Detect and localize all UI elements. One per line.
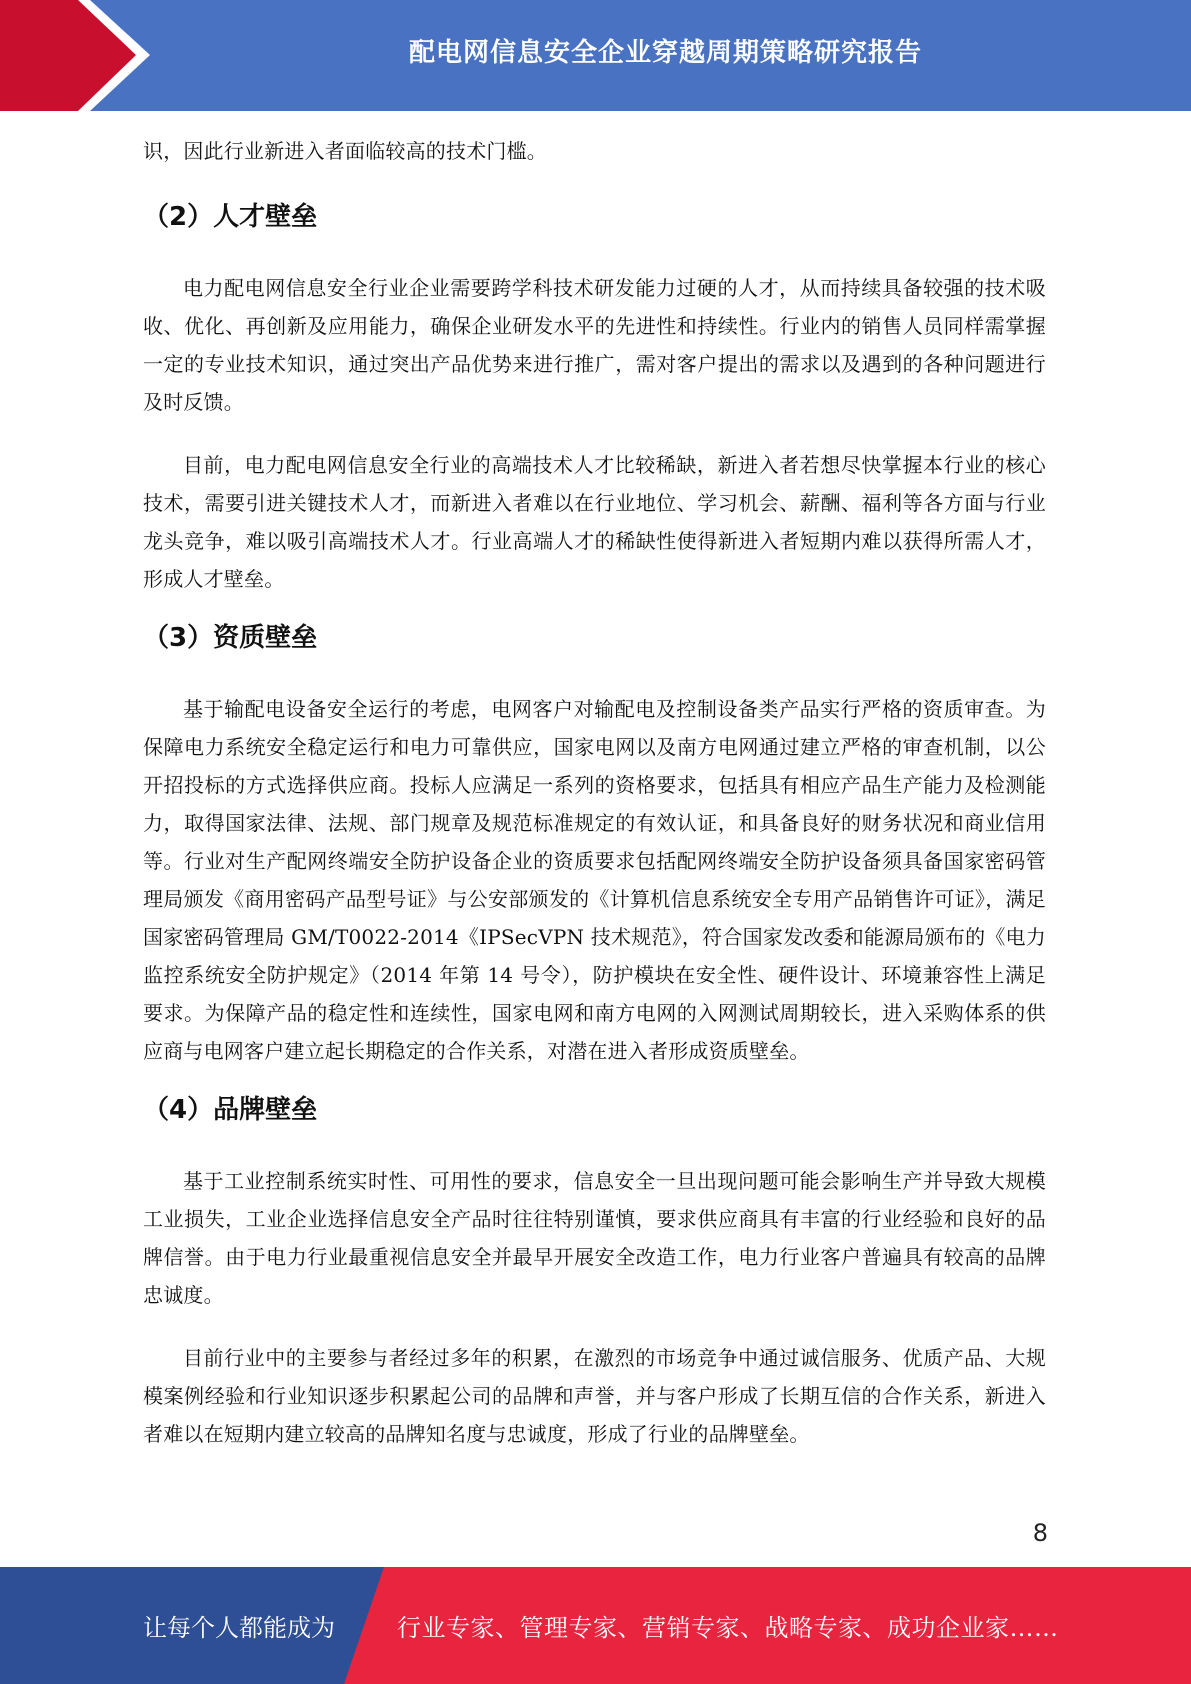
paragraph-talent-2: 目前，电力配电网信息安全行业的高端技术人才比较稀缺，新进入者若想尽快掌握本行业的核心技术，需要引进关键技术人才，而新进入者难以在行业地位、学习机会、薪酬、福利等各方面与行业龙头竞争，难以吸引高端技术人才。行业高端人才的稀缺性使得新进入者短期内难以获得所需人才，形成人才壁垒。	[143, 453, 1046, 591]
section-heading-brand-barrier: （4）品牌壁垒	[143, 1095, 318, 1125]
paragraph-intro-continuation: 识，因此行业新进入者面临较高的技术门槛。	[143, 139, 547, 163]
section-heading-qualification-barrier: （3）资质壁垒	[143, 623, 318, 653]
paragraph-brand-1: 基于工业控制系统实时性、可用性的要求，信息安全一旦出现问题可能会影响生产并导致大规模工业损失，工业企业选择信息安全产品时往往特别谨慎，要求供应商具有丰富的行业经验和良好的品牌信誉。由于电力行业最重视信息安全并最早开展安全改造工作，电力行业客户普遍具有较高的品牌忠诚度。	[143, 1169, 1046, 1307]
page-footer	[0, 1567, 1191, 1684]
section-heading-talent-barrier: （2）人才壁垒	[143, 202, 318, 232]
footer-slogan-left: 让每个人都能成为	[143, 1614, 335, 1642]
paragraph-brand-2: 目前行业中的主要参与者经过多年的积累，在激烈的市场竞争中通过诚信服务、优质产品、大规模案例经验和行业知识逐步积累起公司的品牌和声誉，并与客户形成了长期互信的合作关系，新进入者难以在短期内建立较高的品牌知名度与忠诚度，形成了行业的品牌壁垒。	[143, 1346, 1046, 1446]
page-number: 8	[1032, 1519, 1048, 1547]
main-content	[143, 132, 1046, 1453]
report-title: 配电网信息安全企业穿越周期策略研究报告	[408, 38, 922, 68]
paragraph-qualification: 基于输配电设备安全运行的考虑，电网客户对输配电及控制设备类产品实行严格的资质审查。为保障电力系统安全稳定运行和电力可靠供应，国家电网以及南方电网通过建立严格的审查机制，以公开招投标的方式选择供应商。投标人应满足一系列的资格要求，包括具有相应产品生产能力及检测能力，取得国家法律、法规、部门规章及规范标准规定的有效认证，和具备良好的财务状况和商业信用等。行业对生产配网终端安全防护设备企业的资质要求包括配网终端安全防护设备须具备国家密码管理局颁发《商用密码产品型号证》与公安部颁发的《计算机信息系统安全专用产品销售许可证》，满足国家密码管理局 GM/T0022-2014《IPSecVPN 技术规范》，符合国家发改委和能源局颁布的《电力监控系统安全防护规定》（2014 年第 14 号令），防护模块在安全性、硬件设计、环境兼容性上满足要求。为保障产品的稳定性和连续性，国家电网和南方电网的入网测试周期较长，进入采购体系的供应商与电网客户建立起长期稳定的合作关系，对潜在进入者形成资质壁垒。	[143, 697, 1046, 1063]
header-red-arrow-decoration	[0, 0, 150, 111]
paragraph-talent-1: 电力配电网信息安全行业企业需要跨学科技术研发能力过硬的人才，从而持续具备较强的技术吸收、优化、再创新及应用能力，确保企业研发水平的先进性和持续性。行业内的销售人员同样需掌握一定的专业技术知识，通过突出产品优势来进行推广，需对客户提出的需求以及遇到的各种问题进行及时反馈。	[143, 276, 1046, 414]
page-header	[0, 0, 1191, 111]
footer-slogan-right: 行业专家、管理专家、营销专家、战略专家、成功企业家……	[397, 1614, 1059, 1642]
